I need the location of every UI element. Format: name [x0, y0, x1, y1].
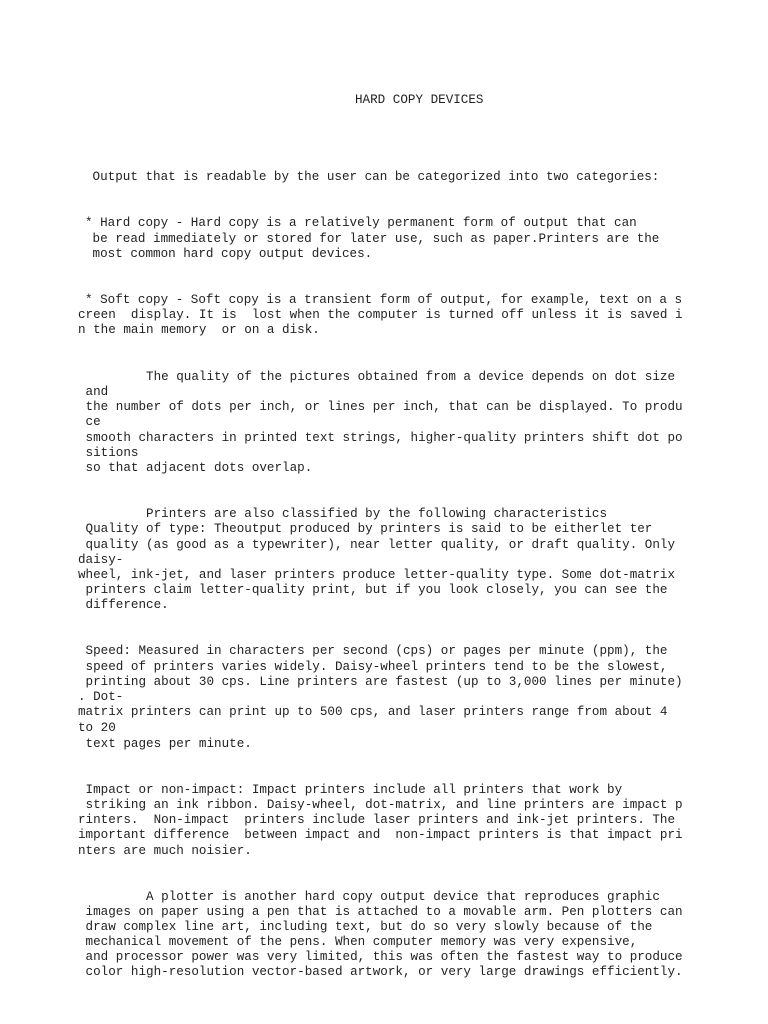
quality-line-7: so that adjacent dots overlap. [78, 461, 313, 475]
quality-line-3: the number of dots per inch, or lines per inch, that can be displayed. To produ [78, 400, 683, 414]
quality-line-5: smooth characters in printed text strings, higher-quality printers shift dot po [78, 431, 683, 445]
soft-copy-line-1: * Soft copy - Soft copy is a transient form of output, for example, text on a s [85, 293, 683, 307]
speed-line-6: to 20 [78, 721, 116, 735]
hard-copy-line-2: be read immediately or stored for later use, such as paper.Printers are the [85, 232, 660, 246]
plotter-line-5: and processor power was very limited, this was often the fastest way to produce [78, 950, 683, 964]
classification-line-2: Quality of type: Theoutput produced by printers is said to be eitherlet ter [78, 522, 653, 536]
impact-line-3: rinters. Non-impact printers include laser printers and ink-jet printers. The [78, 813, 676, 827]
quality-line-1: The quality of the pictures obtained from a device depends on dot size [78, 370, 676, 384]
classification-line-3: quality (as good as a typewriter), near letter quality, or draft quality. Only [78, 538, 676, 552]
classification-line-1: Printers are also classified by the following characteristics [78, 507, 608, 521]
classification-line-4: daisy- [78, 553, 124, 567]
plotter-line-1: A plotter is another hard copy output device that reproduces graphic [78, 890, 660, 904]
quality-line-4: ce [78, 415, 101, 429]
speed-line-7: text pages per minute. [78, 737, 252, 751]
plotter-line-4: mechanical movement of the pens. When computer memory was very expensive, [78, 935, 638, 949]
classification-line-5: wheel, ink-jet, and laser printers produce letter-quality type. Some dot-matrix [78, 568, 676, 582]
plotter-line-2: images on paper using a pen that is attached to a movable arm. Pen plotters can [78, 905, 683, 919]
hard-copy-line-1: * Hard copy - Hard copy is a relatively permanent form of output that can [85, 216, 637, 230]
speed-line-3: printing about 30 cps. Line printers are fastest (up to 3,000 lines per minute) [78, 675, 683, 689]
soft-copy-line-3: n the main memory or on a disk. [78, 323, 320, 337]
classification-line-7: difference. [78, 598, 169, 612]
speed-line-5: matrix printers can print up to 500 cps, and laser printers range from about 4 [78, 705, 668, 719]
quality-line-6: sitions [78, 446, 139, 460]
impact-line-4: important difference between impact and non-impact printers is that impact pri [78, 828, 683, 842]
intro-paragraph: Output that is readable by the user can be categorized into two categories: [85, 170, 660, 184]
hard-copy-line-3: most common hard copy output devices. [85, 247, 373, 261]
impact-line-2: striking an ink ribbon. Daisy-wheel, dot-matrix, and line printers are impact p [78, 798, 683, 812]
page-title: HARD COPY DEVICES [355, 93, 484, 107]
speed-line-4: . Dot- [78, 690, 124, 704]
soft-copy-line-2: creen display. It is lost when the computer is turned off unless it is saved i [78, 308, 683, 322]
impact-line-5: nters are much noisier. [78, 844, 252, 858]
plotter-line-6: color high-resolution vector-based artwork, or very large drawings efficiently. [78, 965, 683, 979]
quality-line-2: and [78, 385, 109, 399]
classification-line-6: printers claim letter-quality print, but if you look closely, you can see the [78, 583, 668, 597]
impact-line-1: Impact or non-impact: Impact printers include all printers that work by [78, 783, 623, 797]
speed-line-1: Speed: Measured in characters per second (cps) or pages per minute (ppm), the [78, 644, 668, 658]
speed-line-2: speed of printers varies widely. Daisy-wheel printers tend to be the slowest, [78, 660, 668, 674]
plotter-line-3: draw complex line art, including text, but do so very slowly because of the [78, 920, 653, 934]
